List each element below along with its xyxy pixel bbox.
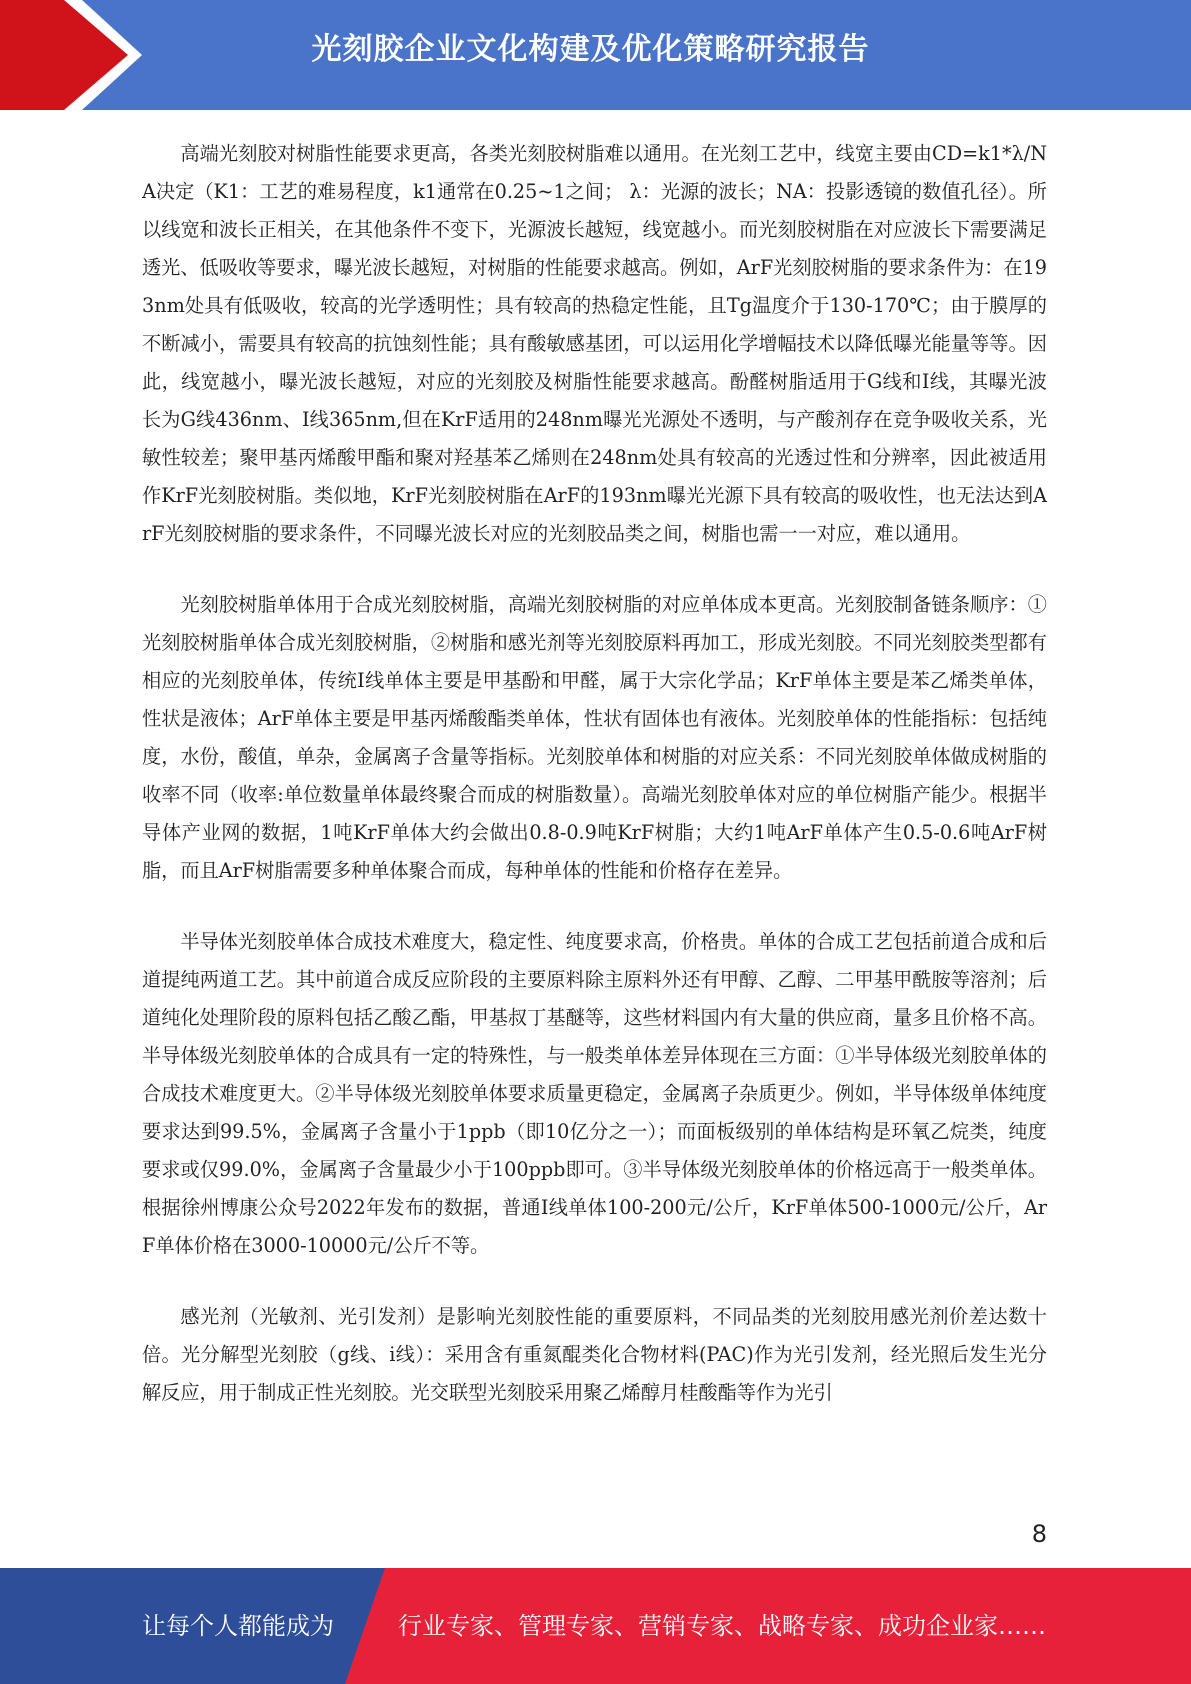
- document-body: [142, 135, 1047, 1535]
- footer-lead-text: 让每个人都能成为: [142, 1612, 334, 1640]
- paragraph-photosensitizer: 感光剂（光敏剂、光引发剂）是影响光刻胶性能的重要原料，不同品类的光刻胶用感光剂价差达数十倍。光分解型光刻胶（g线、i线）：采用含有重氮醌类化合物材料(PAC)作为光引发剂，经光照后发生光分解反应，用于制成正性光刻胶。光交联型光刻胶采用聚乙烯醇月桂酸酯等作为光引: [142, 1305, 1047, 1404]
- paragraph-semiconductor-monomer: 半导体光刻胶单体合成技术难度大，稳定性、纯度要求高，价格贵。单体的合成工艺包括前道合成和后道提纯两道工艺。其中前道合成反应阶段的主要原料除主原料外还有甲醇、乙醇、二甲基甲酰胺等溶剂；后道纯化处理阶段的原料包括乙酸乙酯，甲基叔丁基醚等，这些材料国内有大量的供应商，量多且价格不高。半导体级光刻胶单体的合成具有一定的特殊性，与一般类单体差异体现在三方面：①半导体级光刻胶单体的合成技术难度更大。②半导体级光刻胶单体要求质量更稳定，金属离子杂质更少。例如，半导体级单体纯度要求达到99.5%，金属离子含量小于1ppb（即10亿分之一）；而面板级别的单体结构是环氧乙烷类，纯度要求或仅99.0%，金属离子含量最少小于100ppb即可。③半导体级光刻胶单体的价格远高于一般类单体。根据徐州博康公众号2022年发布的数据，普通I线单体100-200元/公斤，KrF单体500-1000元/公斤，ArF单体价格在3000-10000元/公斤不等。: [142, 930, 1047, 1257]
- page-number: 8: [1031, 1520, 1047, 1548]
- paragraph-resin-monomer: 光刻胶树脂单体用于合成光刻胶树脂，高端光刻胶树脂的对应单体成本更高。光刻胶制备链条顺序：①光刻胶树脂单体合成光刻胶树脂，②树脂和感光剂等光刻胶原料再加工，形成光刻胶。不同光刻胶类型都有相应的光刻胶单体，传统I线单体主要是甲基酚和甲醛，属于大宗化学品；KrF单体主要是苯乙烯类单体，性状是液体；ArF单体主要是甲基丙烯酸酯类单体，性状有固体也有液体。光刻胶单体的性能指标：包括纯度，水份，酸值，单杂，金属离子含量等指标。光刻胶单体和树脂的对应关系：不同光刻胶单体做成树脂的收率不同（收率:单位数量单体最终聚合而成的树脂数量）。高端光刻胶单体对应的单位树脂产能少。根据半导体产业网的数据，1吨KrF单体大约会做出0.8-0.9吨KrF树脂；大约1吨ArF单体产生0.5-0.6吨ArF树脂，而且ArF树脂需要多种单体聚合而成，每种单体的性能和价格存在差异。: [142, 593, 1047, 882]
- page-footer: [0, 1568, 1191, 1684]
- paragraph-resin-performance: 高端光刻胶对树脂性能要求更高，各类光刻胶树脂难以通用。在光刻工艺中，线宽主要由CD=k1*λ/NA决定（K1：工艺的难易程度，k1通常在0.25~1之间； λ：光源的波长；NA：投影透镜的数值孔径）。所以线宽和波长正相关，在其他条件不变下，光源波长越短，线宽越小。而光刻胶树脂在对应波长下需要满足透光、低吸收等要求，曝光波长越短，对树脂的性能要求越高。例如，ArF光刻胶树脂的要求条件为：在193nm处具有低吸收，较高的光学透明性；具有较高的热稳定性能，且Tg温度介于130-170℃；由于膜厚的不断减小，需要具有较高的抗蚀刻性能；具有酸敏感基团，可以运用化学增幅技术以降低曝光能量等等。因此，线宽越小，曝光波长越短，对应的光刻胶及树脂性能要求越高。酚醛树脂适用于G线和I线，其曝光波长为G线436nm、I线365nm,但在KrF适用的248nm曝光光源处不透明，与产酸剂存在竞争吸收关系，光敏性较差；聚甲基丙烯酸甲酯和聚对羟基苯乙烯则在248nm处具有较高的光透过性和分辨率，因此被适用作KrF光刻胶树脂。类似地，KrF光刻胶树脂在ArF的193nm曝光光源下具有较高的吸收性，也无法达到ArF光刻胶树脂的要求条件，不同曝光波长对应的光刻胶品类之间，树脂也需一一对应，难以通用。: [142, 142, 1048, 545]
- footer-roles-text: 行业专家、管理专家、营销专家、战略专家、成功企业家……: [398, 1612, 1046, 1640]
- page-header: [0, 0, 1191, 110]
- report-title: 光刻胶企业文化构建及优化策略研究报告: [311, 32, 870, 67]
